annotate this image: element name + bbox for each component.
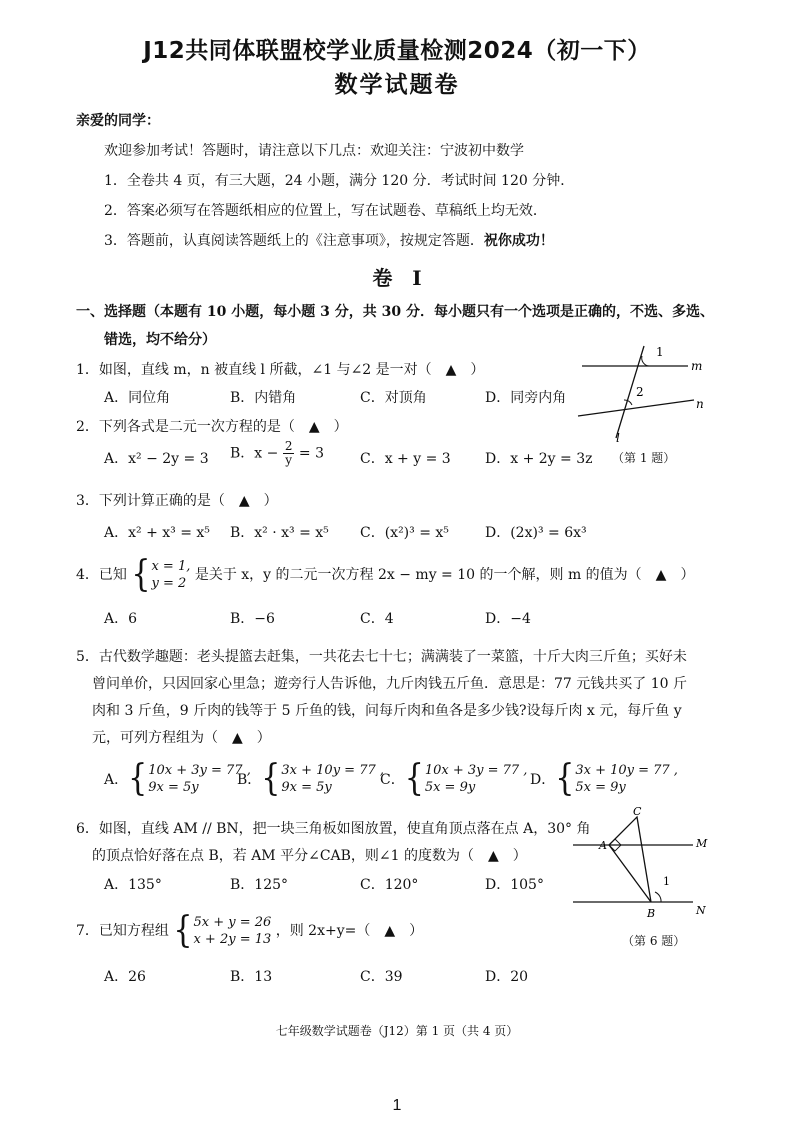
label-m: M — [696, 837, 708, 850]
q5-d-eq-2: 5x = 9y — [575, 780, 626, 795]
notice-item-2: 2．答案必须写在答题纸相应的位置上，写在试题卷、草稿纸上均无效． — [104, 203, 547, 219]
q4-suffix: 是关于 x，y 的二元一次方程 2x − my = 10 的一个解，则 m 的值为（ ▲ ） — [194, 567, 695, 583]
q5-option-b — [237, 757, 385, 800]
label-angle-1: 1 — [663, 875, 670, 888]
system-eq-2: x + 2y = 13 — [193, 932, 272, 947]
part1-heading-cont: 错选，均不给分） — [104, 332, 216, 348]
page-number: 1 — [392, 1097, 402, 1114]
greeting: 亲爱的同学： — [76, 113, 160, 129]
q6-figure — [565, 805, 715, 920]
part1-heading: 一、选择题（本题有 10 小题，每小题 3 分，共 30 分．每小题只有一个选项是正确的，不选、多选、 — [76, 304, 714, 320]
q3-option-a: A．x² + x³ = x⁵ — [104, 525, 210, 541]
q1-option-a: A．同位角 — [104, 390, 171, 406]
q6-option-d: D．105° — [485, 877, 544, 893]
q2-option-b-suffix: = 3 — [298, 445, 325, 462]
notice-item-3 — [104, 230, 554, 250]
q2-stem: 2．下列各式是二元一次方程的是（ ▲ ） — [76, 419, 348, 435]
brace-icon: { — [173, 909, 193, 952]
q5-line-2: 曾问单价，只因回家心里急；遊旁行人告诉他，九斤肉钱五斤鱼．意思是：77 元钱共买了 10 斤 — [92, 676, 687, 692]
label-c: C — [633, 805, 642, 818]
label-angle-2: 2 — [636, 385, 644, 399]
q6-figure-caption: （第 6 题） — [622, 934, 686, 948]
q5-line-1: 5．古代数学趣题：老头提篮去赶集，一共花去七十七；满满装了一菜篮，十斤大肉三斤鱼；买好未 — [76, 649, 687, 665]
q5-line-4: 元，可列方程组为（ ▲ ） — [92, 730, 271, 746]
exam-title: J12共同体联盟校学业质量检测2024（初一下） — [143, 38, 651, 64]
q6-option-b: B．125° — [230, 877, 289, 893]
welcome-line: 欢迎参加考试！答题时，请注意以下几点：欢迎关注：宁波初中数学 — [104, 143, 524, 159]
angle-1-arc — [655, 892, 661, 902]
q5-option-d — [530, 757, 678, 800]
equation-system — [173, 909, 272, 952]
system-eq-1: x = 1, — [151, 559, 191, 574]
angle-2-arc — [624, 400, 632, 405]
q6-line-1: 6．如图，直线 AM // BN，把一块三角板如图放置，使直角顶点落在点 A，30° 角 — [76, 821, 591, 837]
brace-icon: { — [128, 757, 148, 800]
q2-option-b — [230, 440, 324, 467]
angle-1-arc — [642, 356, 649, 366]
q5-option-c-label: C． — [380, 772, 405, 788]
q5-a-eq-2: 9x = 5y — [148, 780, 199, 795]
q5-option-c — [380, 757, 528, 800]
q1-figure-caption: （第 1 题） — [612, 451, 676, 465]
q6-line-2: 的顶点恰好落在点 B，若 AM 平分∠CAB，则∠1 的度数为（ ▲ ） — [92, 848, 527, 864]
section-title: 卷 I — [372, 266, 422, 290]
q2-option-c: C．x + y = 3 — [360, 451, 451, 467]
q6-option-a: A．135° — [104, 877, 162, 893]
fraction-numerator: 2 — [284, 439, 293, 453]
q5-c-eq-2: 5x = 9y — [424, 780, 476, 795]
brace-icon: { — [131, 553, 151, 596]
q1-figure — [570, 340, 710, 445]
q4-option-b: B．−6 — [230, 611, 275, 627]
page-footer: 七年级数学试题卷（J12）第 1 页（共 4 页） — [275, 1024, 519, 1038]
brace-icon: { — [261, 757, 281, 800]
triangle — [609, 817, 651, 902]
q7-option-c: C．39 — [360, 969, 403, 985]
q4-option-c: C．4 — [360, 611, 394, 627]
q1-option-d: D．同旁内角 — [485, 390, 567, 406]
fraction-denominator: y — [285, 453, 293, 467]
label-n: n — [696, 397, 704, 411]
q3-option-b: B．x² · x³ = x⁵ — [230, 525, 329, 541]
notice-item-3-wish: 祝你成功！ — [483, 233, 554, 249]
system-eq-1: 5x + y = 26 — [193, 915, 272, 930]
q7-option-a: A．26 — [104, 969, 146, 985]
q1-stem: 1．如图，直线 m，n 被直线 l 所截，∠1 与∠2 是一对（ ▲ ） — [76, 362, 485, 378]
q5-c-eq-1: 10x + 3y = 77 , — [424, 763, 528, 778]
label-l: l — [616, 431, 620, 445]
label-m: m — [691, 359, 703, 373]
q4-stem — [76, 553, 695, 596]
fraction — [283, 440, 295, 467]
q4-option-d: D．−4 — [485, 611, 531, 627]
q5-a-eq-1: 10x + 3y = 77 , — [148, 763, 251, 778]
q5-option-d-label: D． — [530, 772, 556, 788]
q3-stem: 3．下列计算正确的是（ ▲ ） — [76, 493, 278, 509]
q5-option-a-label: A． — [104, 772, 129, 788]
notice-item-1: 1．全卷共 4 页，有三大题，24 小题，满分 120 分．考试时间 120 分钟． — [104, 173, 575, 189]
brace-icon: { — [404, 757, 424, 800]
q7-suffix: ，则 2x+y=（ ▲ ） — [275, 923, 424, 939]
q5-b-eq-2: 9x = 5y — [281, 780, 332, 795]
q5-line-3: 肉和 3 斤鱼，9 斤肉的钱等于 5 斤鱼的钱，问每斤肉和鱼各是多少钱?设每斤肉 x 元，每斤鱼 y — [92, 703, 682, 719]
line-n — [578, 400, 694, 416]
q4-prefix: 4．已知 — [76, 567, 127, 583]
q4-option-a: A．6 — [104, 611, 138, 627]
q5-option-b-label: B． — [237, 772, 262, 788]
label-a: A — [599, 839, 607, 852]
q6-option-c: C．120° — [360, 877, 419, 893]
q5-d-eq-1: 3x + 10y = 77 , — [575, 763, 678, 778]
label-angle-1: 1 — [656, 345, 664, 359]
q5-b-eq-1: 3x + 10y = 77 , — [281, 763, 385, 778]
q7-prefix: 7．已知方程组 — [76, 923, 169, 939]
label-n: N — [696, 904, 706, 917]
q2-option-b-prefix: B．x − — [230, 445, 279, 462]
q7-option-b: B．13 — [230, 969, 273, 985]
q2-option-a: A．x² − 2y = 3 — [104, 451, 209, 467]
q3-option-d: D．(2x)³ = 6x³ — [485, 525, 587, 541]
notice-item-3-text: 3．答题前，认真阅读答题纸上的《注意事项》，按规定答题． — [104, 233, 484, 249]
q2-option-d: D．x + 2y = 3z — [485, 451, 593, 467]
exam-subtitle: 数学试题卷 — [334, 72, 460, 98]
brace-icon: { — [555, 757, 575, 800]
q7-option-d: D．20 — [485, 969, 529, 985]
q3-option-c: C．(x²)³ = x⁵ — [360, 525, 449, 541]
system-eq-2: y = 2 — [151, 576, 187, 591]
q5-option-a — [104, 757, 251, 800]
q7-stem — [76, 909, 424, 952]
q1-option-c: C．对顶角 — [360, 390, 427, 406]
equation-system — [131, 553, 191, 596]
label-b: B — [647, 907, 656, 920]
q1-option-b: B．内错角 — [230, 390, 297, 406]
